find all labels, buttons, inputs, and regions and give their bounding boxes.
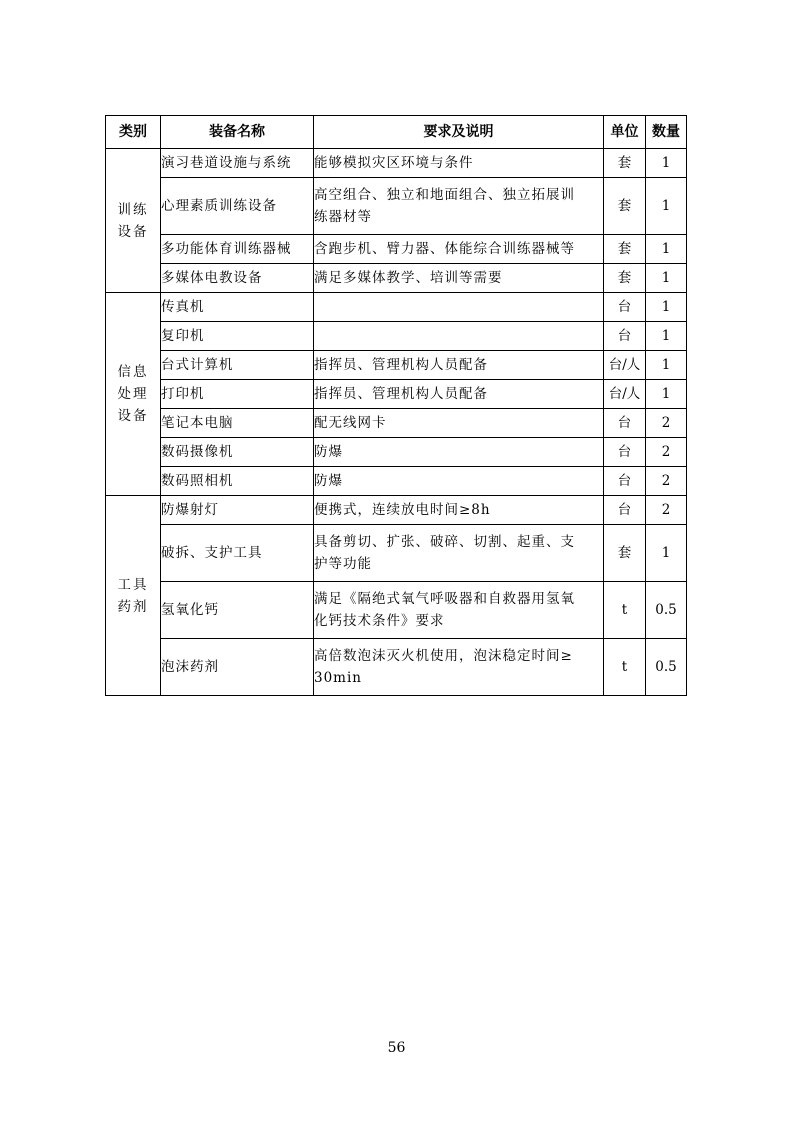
item-unit: 台/人 (604, 351, 646, 380)
table-row (106, 582, 687, 639)
item-description: 配无线网卡 (314, 409, 604, 438)
item-description: 具备剪切、扩张、破碎、切割、起重、支 护等功能 (314, 525, 604, 582)
item-quantity: 1 (646, 351, 687, 380)
table-row (106, 351, 687, 380)
item-description: 高空组合、独立和地面组合、独立拓展训 练器材等 (314, 178, 604, 235)
header-unit: 单位 (604, 116, 646, 149)
item-name: 心理素质训练设备 (161, 178, 314, 235)
item-name: 多媒体电教设备 (161, 264, 314, 293)
table-row (106, 639, 687, 696)
item-unit: 套 (604, 149, 646, 178)
item-unit: 套 (604, 264, 646, 293)
item-description: 满足多媒体教学、培训等需要 (314, 264, 604, 293)
item-description (314, 293, 604, 322)
item-quantity: 2 (646, 467, 687, 496)
item-unit: 台 (604, 496, 646, 525)
header-name: 装备名称 (161, 116, 314, 149)
item-unit: 台 (604, 467, 646, 496)
item-unit: t (604, 639, 646, 696)
item-name: 打印机 (161, 380, 314, 409)
item-name: 笔记本电脑 (161, 409, 314, 438)
header-description: 要求及说明 (314, 116, 604, 149)
category-tools: 工具 药剂 (106, 496, 161, 696)
table-row (106, 149, 687, 178)
item-name: 多功能体育训练器械 (161, 235, 314, 264)
item-quantity: 2 (646, 409, 687, 438)
item-name: 复印机 (161, 322, 314, 351)
item-unit: 台 (604, 409, 646, 438)
item-description: 便携式，连续放电时间≥8h (314, 496, 604, 525)
item-name: 破拆、支护工具 (161, 525, 314, 582)
item-quantity: 1 (646, 525, 687, 582)
item-description: 能够模拟灾区环境与条件 (314, 149, 604, 178)
item-unit: 台 (604, 438, 646, 467)
item-quantity: 2 (646, 496, 687, 525)
item-quantity: 2 (646, 438, 687, 467)
header-quantity: 数量 (646, 116, 687, 149)
item-name: 防爆射灯 (161, 496, 314, 525)
item-description (314, 322, 604, 351)
page-number: 56 (387, 1040, 406, 1056)
item-unit: 套 (604, 235, 646, 264)
header-row (106, 116, 687, 149)
item-description: 满足《隔绝式氧气呼吸器和自救器用氢氧 化钙技术条件》要求 (314, 582, 604, 639)
table-row (106, 409, 687, 438)
item-description: 高倍数泡沫灭火机使用，泡沫稳定时间≥ 30min (314, 639, 604, 696)
category-info: 信息 处理 设备 (106, 293, 161, 496)
table-row (106, 322, 687, 351)
item-unit: 台 (604, 322, 646, 351)
table-row (106, 235, 687, 264)
item-name: 台式计算机 (161, 351, 314, 380)
item-unit: 台 (604, 293, 646, 322)
item-name: 泡沫药剂 (161, 639, 314, 696)
item-quantity: 1 (646, 380, 687, 409)
item-description: 防爆 (314, 467, 604, 496)
item-quantity: 1 (646, 322, 687, 351)
item-unit: t (604, 582, 646, 639)
header-category: 类别 (106, 116, 161, 149)
item-description: 防爆 (314, 438, 604, 467)
table-row (106, 380, 687, 409)
item-name: 数码照相机 (161, 467, 314, 496)
table-row (106, 293, 687, 322)
item-description: 指挥员、管理机构人员配备 (314, 351, 604, 380)
table-row (106, 496, 687, 525)
item-unit: 套 (604, 525, 646, 582)
item-description: 指挥员、管理机构人员配备 (314, 380, 604, 409)
table-row (106, 467, 687, 496)
item-name: 传真机 (161, 293, 314, 322)
equipment-table (105, 115, 687, 696)
item-quantity: 1 (646, 149, 687, 178)
item-quantity: 1 (646, 178, 687, 235)
item-quantity: 0.5 (646, 639, 687, 696)
item-unit: 套 (604, 178, 646, 235)
table-row (106, 178, 687, 235)
category-training: 训练 设备 (106, 149, 161, 293)
item-quantity: 1 (646, 264, 687, 293)
item-unit: 台/人 (604, 380, 646, 409)
table-row (106, 438, 687, 467)
item-quantity: 1 (646, 235, 687, 264)
item-quantity: 0.5 (646, 582, 687, 639)
table-row (106, 525, 687, 582)
item-name: 氢氧化钙 (161, 582, 314, 639)
item-description: 含跑步机、臂力器、体能综合训练器械等 (314, 235, 604, 264)
table-row (106, 264, 687, 293)
item-name: 数码摄像机 (161, 438, 314, 467)
item-name: 演习巷道设施与系统 (161, 149, 314, 178)
item-quantity: 1 (646, 293, 687, 322)
